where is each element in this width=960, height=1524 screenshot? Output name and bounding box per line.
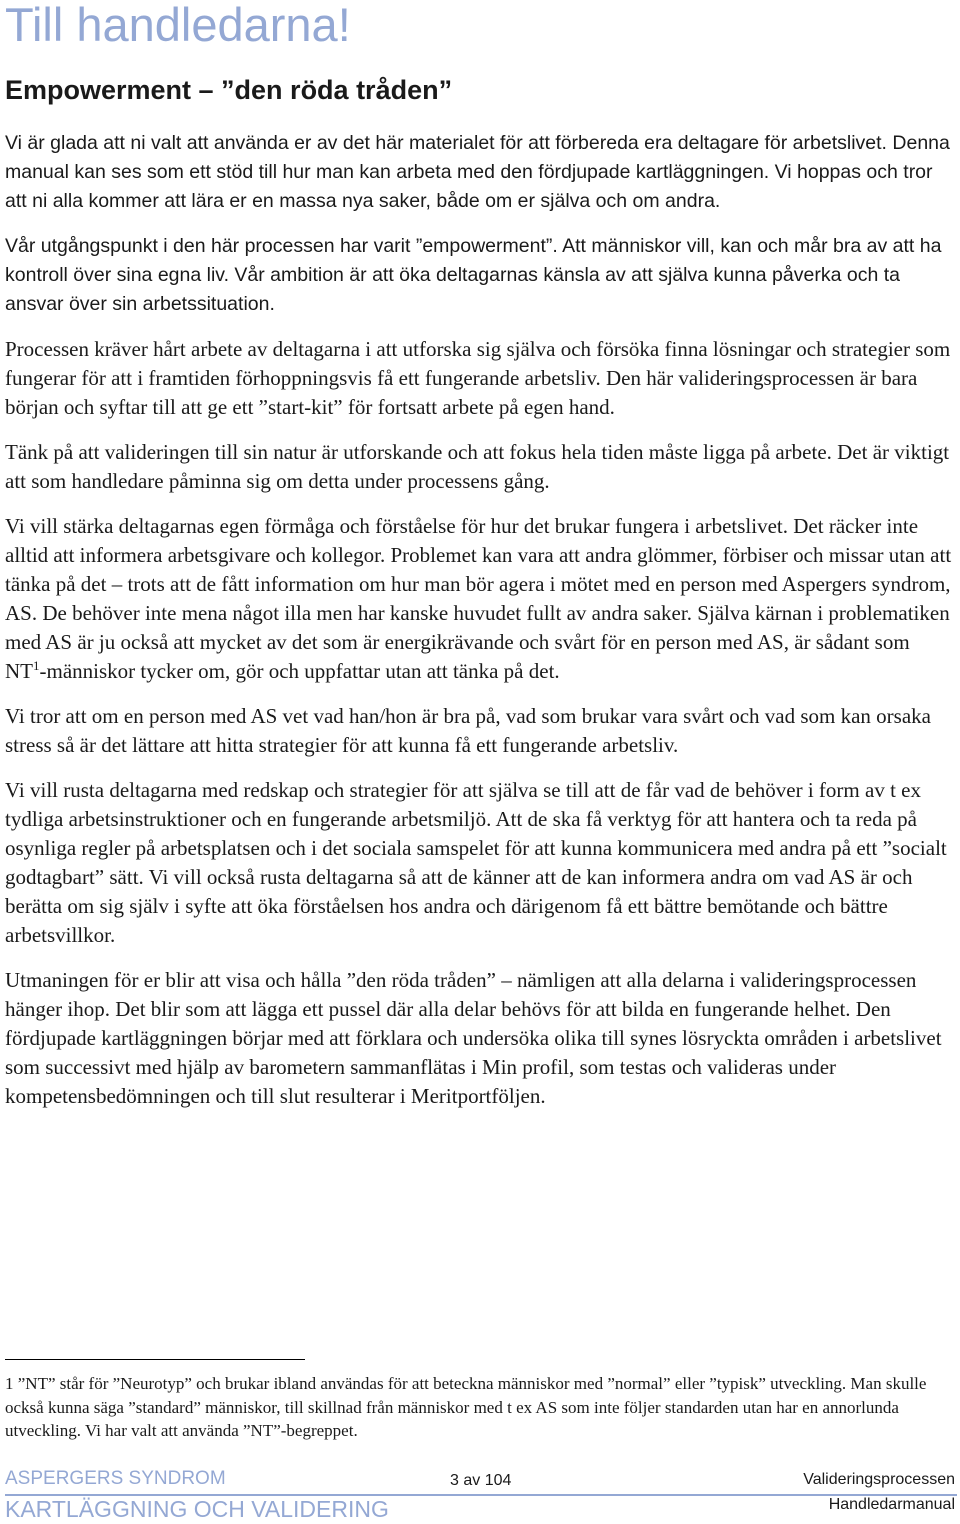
paragraph-strengthen-text: Vi vill stärka deltagarnas egen förmåga och förståelse för hur det brukar fungera i arbetslivet. Det räcker inte alltid att informera arbetsgivare och kollegor. Problemet kan vara att andra glömmer, förbiser och missar utan att tänka på det – trots att de fått information om hur man bör agera i mötet med en person med Aspergers syndrom, AS. De behöver inte mena något illa men har kanske huvudet fullt av andra saker. Själva kärnan i problematiken med AS är ju också att mycket av det som är energikrävande och svårt för en person med AS, är sådant som NT [5, 514, 952, 683]
paragraph-strengthen [5, 512, 955, 686]
paragraph-challenge: Utmaningen för er blir att visa och hålla ”den röda tråden” – nämligen att alla delarna i valideringsprocessen hänger ihop. Det blir som att lägga ett pussel där alla delar behövs för att bilda en fungerande helhet. Den fördjupade kartläggningen börjar med att förklara och undersöka olika till synes lösryckta områden i arbetslivet som successivt med hjälp av barometern sammanflätas i Min profil, som testas och valideras under kompetensbedömningen och till slut resulterar i Meritportföljen. [5, 968, 942, 1108]
footer-doc-line1: Valideringsprocessen [803, 1471, 955, 1488]
page-title: Till handledarna! [5, 0, 351, 51]
paragraph-strengthen-tail: -människor tycker om, gör och uppfattar utan att tänka på det. [39, 659, 560, 683]
footer-doc-line2: Handledarmanual [828, 1496, 955, 1513]
paragraph-focus: Tänk på att valideringen till sin natur är utforskande och att fokus hela tiden måste ligga på arbete. Det är viktigt att som handledare påminna sig om detta under processens gång. [5, 440, 950, 493]
footnote: 1 ”NT” står för ”Neurotyp” och brukar ibland användas för att beteckna människor med ”normal” eller ”typisk” utveckling. Man skulle också kunna säga ”standard” människor, till skillnad från människor med t ex AS som inte följer standarden utan har en annorlunda utveckling. Vi har valt att använda ”NT”-begreppet. [5, 1374, 927, 1440]
footer-page-number: 3 av 104 [450, 1472, 512, 1489]
footer-org-line1: ASPERGERS SYNDROM [5, 1468, 226, 1489]
paragraph-empowerment: Vår utgångspunkt i den här processen har varit ”empowerment”. Att människor vill, kan och mår bra av att ha kontroll över sina egna liv. Vår ambition är att öka deltagarnas känsla av att själva kunna påverka och ta ansvar över sin arbetssituation. [5, 235, 942, 315]
body-text [5, 129, 955, 1127]
section-heading: Empowerment – ”den röda tråden” [5, 75, 453, 105]
paragraph-equip: Vi vill rusta deltagarna med redskap och strategier för att själva se till att de får vad de behöver i form av t ex tydliga arbetsinstruktioner och en fungerande arbetsmiljö. Att de ska få verktyg för att hantera och ta reda på osynliga regler på arbetsplatsen och i det sociala samspelet för att kunna kommunicera med andra på ett ”socialt godtagbart” sätt. Vi vill också rusta deltagarna så att de känner att de kan informera andra om vad AS är och berätta om sig själv i syfte att öka förståelsen hos andra och därigenom få ett bättre bemötande och bättre arbetsvillkor. [5, 778, 947, 947]
paragraph-belief: Vi tror att om en person med AS vet vad han/hon är bra på, vad som brukar vara svårt och vad som kan orsaka stress så är det lättare att hitta strategier för att kunna få ett fungerande arbetsliv. [5, 704, 931, 757]
footnote-divider [5, 1359, 305, 1360]
paragraph-process: Processen kräver hårt arbete av deltagarna i att utforska sig själva och försöka finna lösningar och strategier som fungerar för att i framtiden förhoppningsvis få ett fungerande arbetsliv. Den här valideringsprocessen är bara början och syftar till att ge ett ”start-kit” för fortsatt arbete på egen hand. [5, 337, 951, 419]
footnote-marker: 1 [33, 658, 40, 673]
footer-org-line2: KARTLÄGGNING OCH VALIDERING [5, 1496, 389, 1522]
paragraph-intro: Vi är glada att ni valt att använda er av det här materialet för att förbereda era deltagare för arbetslivet. Denna manual kan ses som ett stöd till hur man kan arbeta med den fördjupade kartläggningen. Vi hoppas och tror att ni alla kommer att lära er en massa nya saker, både om er själva och om andra. [5, 132, 950, 212]
